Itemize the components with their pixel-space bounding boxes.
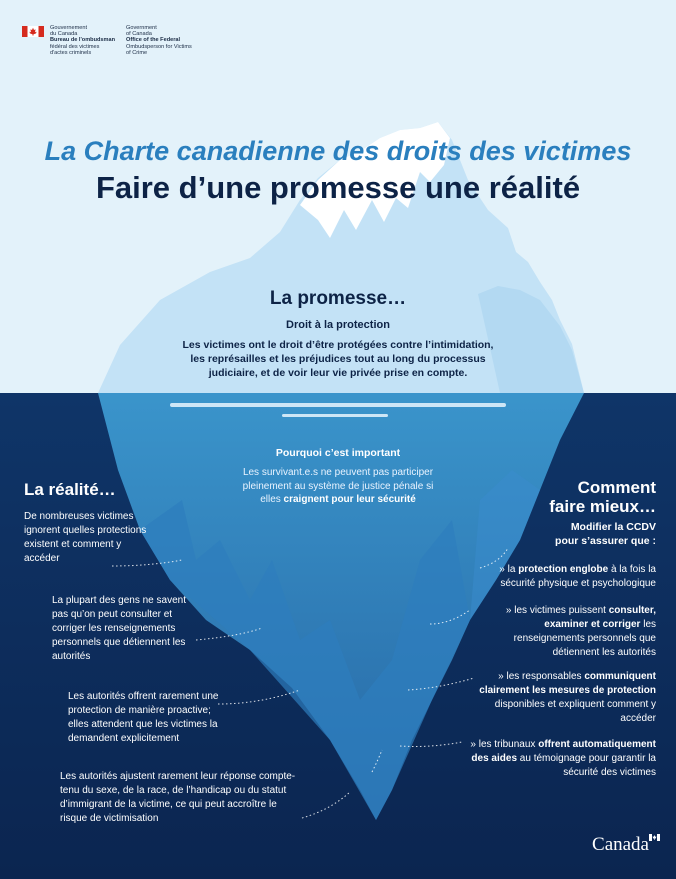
better-heading-line: Comment [577, 478, 656, 497]
promise-text: Les victimes ont le droit d’être protégées contre l’intimidation, les représailles et les préjudices tout au long du processus judiciaire, et de voir leur vie privée prise en compte. [182, 339, 494, 379]
better-heading [496, 478, 656, 516]
reality-item: De nombreuses victimes ignorent quelles protections existent et comment y accéder [24, 511, 147, 564]
reality-item: Les autorités offrent rarement une protection de manière proactive; elles attendent que les victimes la demandent explicitement [68, 691, 219, 744]
waterline-stripe [282, 414, 388, 417]
page-title: Faire d’une promesse une réalité [95, 170, 581, 205]
gov-en-line: Government [126, 25, 157, 31]
office-en-line: Ombudsperson for Victims [126, 43, 192, 50]
gov-fr-line: du Canada [50, 31, 78, 38]
better-subheading-line: Modifier la CCDV [570, 521, 656, 533]
reality-item: La plupart des gens ne savent pas qu’on peut consulter et corriger les renseignements personnels que détiennent les autorités [52, 595, 186, 662]
promise-subheading: Droit à la protection [286, 319, 390, 331]
gov-fr-line: Gouvernement [50, 25, 88, 31]
canada-wordmark-text: Canada [592, 834, 649, 855]
reality-heading: La réalité… [24, 480, 116, 499]
wordmark-flag-icon [649, 834, 660, 841]
promise-heading: La promesse… [269, 288, 407, 309]
gov-en-line: of Canada [126, 31, 152, 38]
government-fr-block [50, 25, 115, 56]
office-en-line: Office of the Federal [126, 37, 181, 44]
bureau-fr-line: fédéral des victimes [50, 43, 100, 50]
connector-line [302, 792, 350, 818]
better-item: » les victimes puissent consulter, examiner et corriger les renseignements personnels que détiennent les autorités [505, 605, 656, 658]
why-text [238, 466, 438, 507]
better-item: » les tribunaux offrent automatiquement des aides au témoignage pour garantir la sécurité des victimes [470, 739, 656, 778]
better-subheading [456, 520, 656, 548]
better-subheading-line: pour s’assurer que : [555, 535, 656, 547]
why-text-part: Les survivant.e.s ne peuvent pas participer pleinement au système de justice pénale si elles [242, 467, 434, 505]
office-en-line: of Crime [126, 49, 148, 56]
bureau-fr-line: d'actes criminels [50, 49, 92, 56]
better-item: » les responsables communiquent clairement les mesures de protection disponibles et expliquent comment y accéder [479, 671, 656, 724]
page-title-italic: La Charte canadienne des droits des victimes [44, 136, 632, 166]
canada-flag-icon [22, 26, 44, 37]
better-heading-line: faire mieux… [549, 497, 656, 516]
canada-wordmark [592, 834, 660, 856]
reality-item: Les autorités ajustent rarement leur réponse compte-tenu du sexe, de la race, de l’handicap ou du statut d’immigrant de la victime, ce qui peut accroître le risque de victimisation [60, 771, 296, 824]
waterline-stripe [170, 403, 506, 407]
why-heading: Pourquoi c’est important [275, 447, 401, 459]
bureau-fr-line: Bureau de l'ombudsman [50, 37, 116, 44]
why-text-emphasis: craignent pour leur sécurité [283, 494, 416, 505]
better-item: » la protection englobe à la fois la sécurité physique et psychologique [499, 564, 656, 589]
government-en-block [126, 25, 192, 56]
